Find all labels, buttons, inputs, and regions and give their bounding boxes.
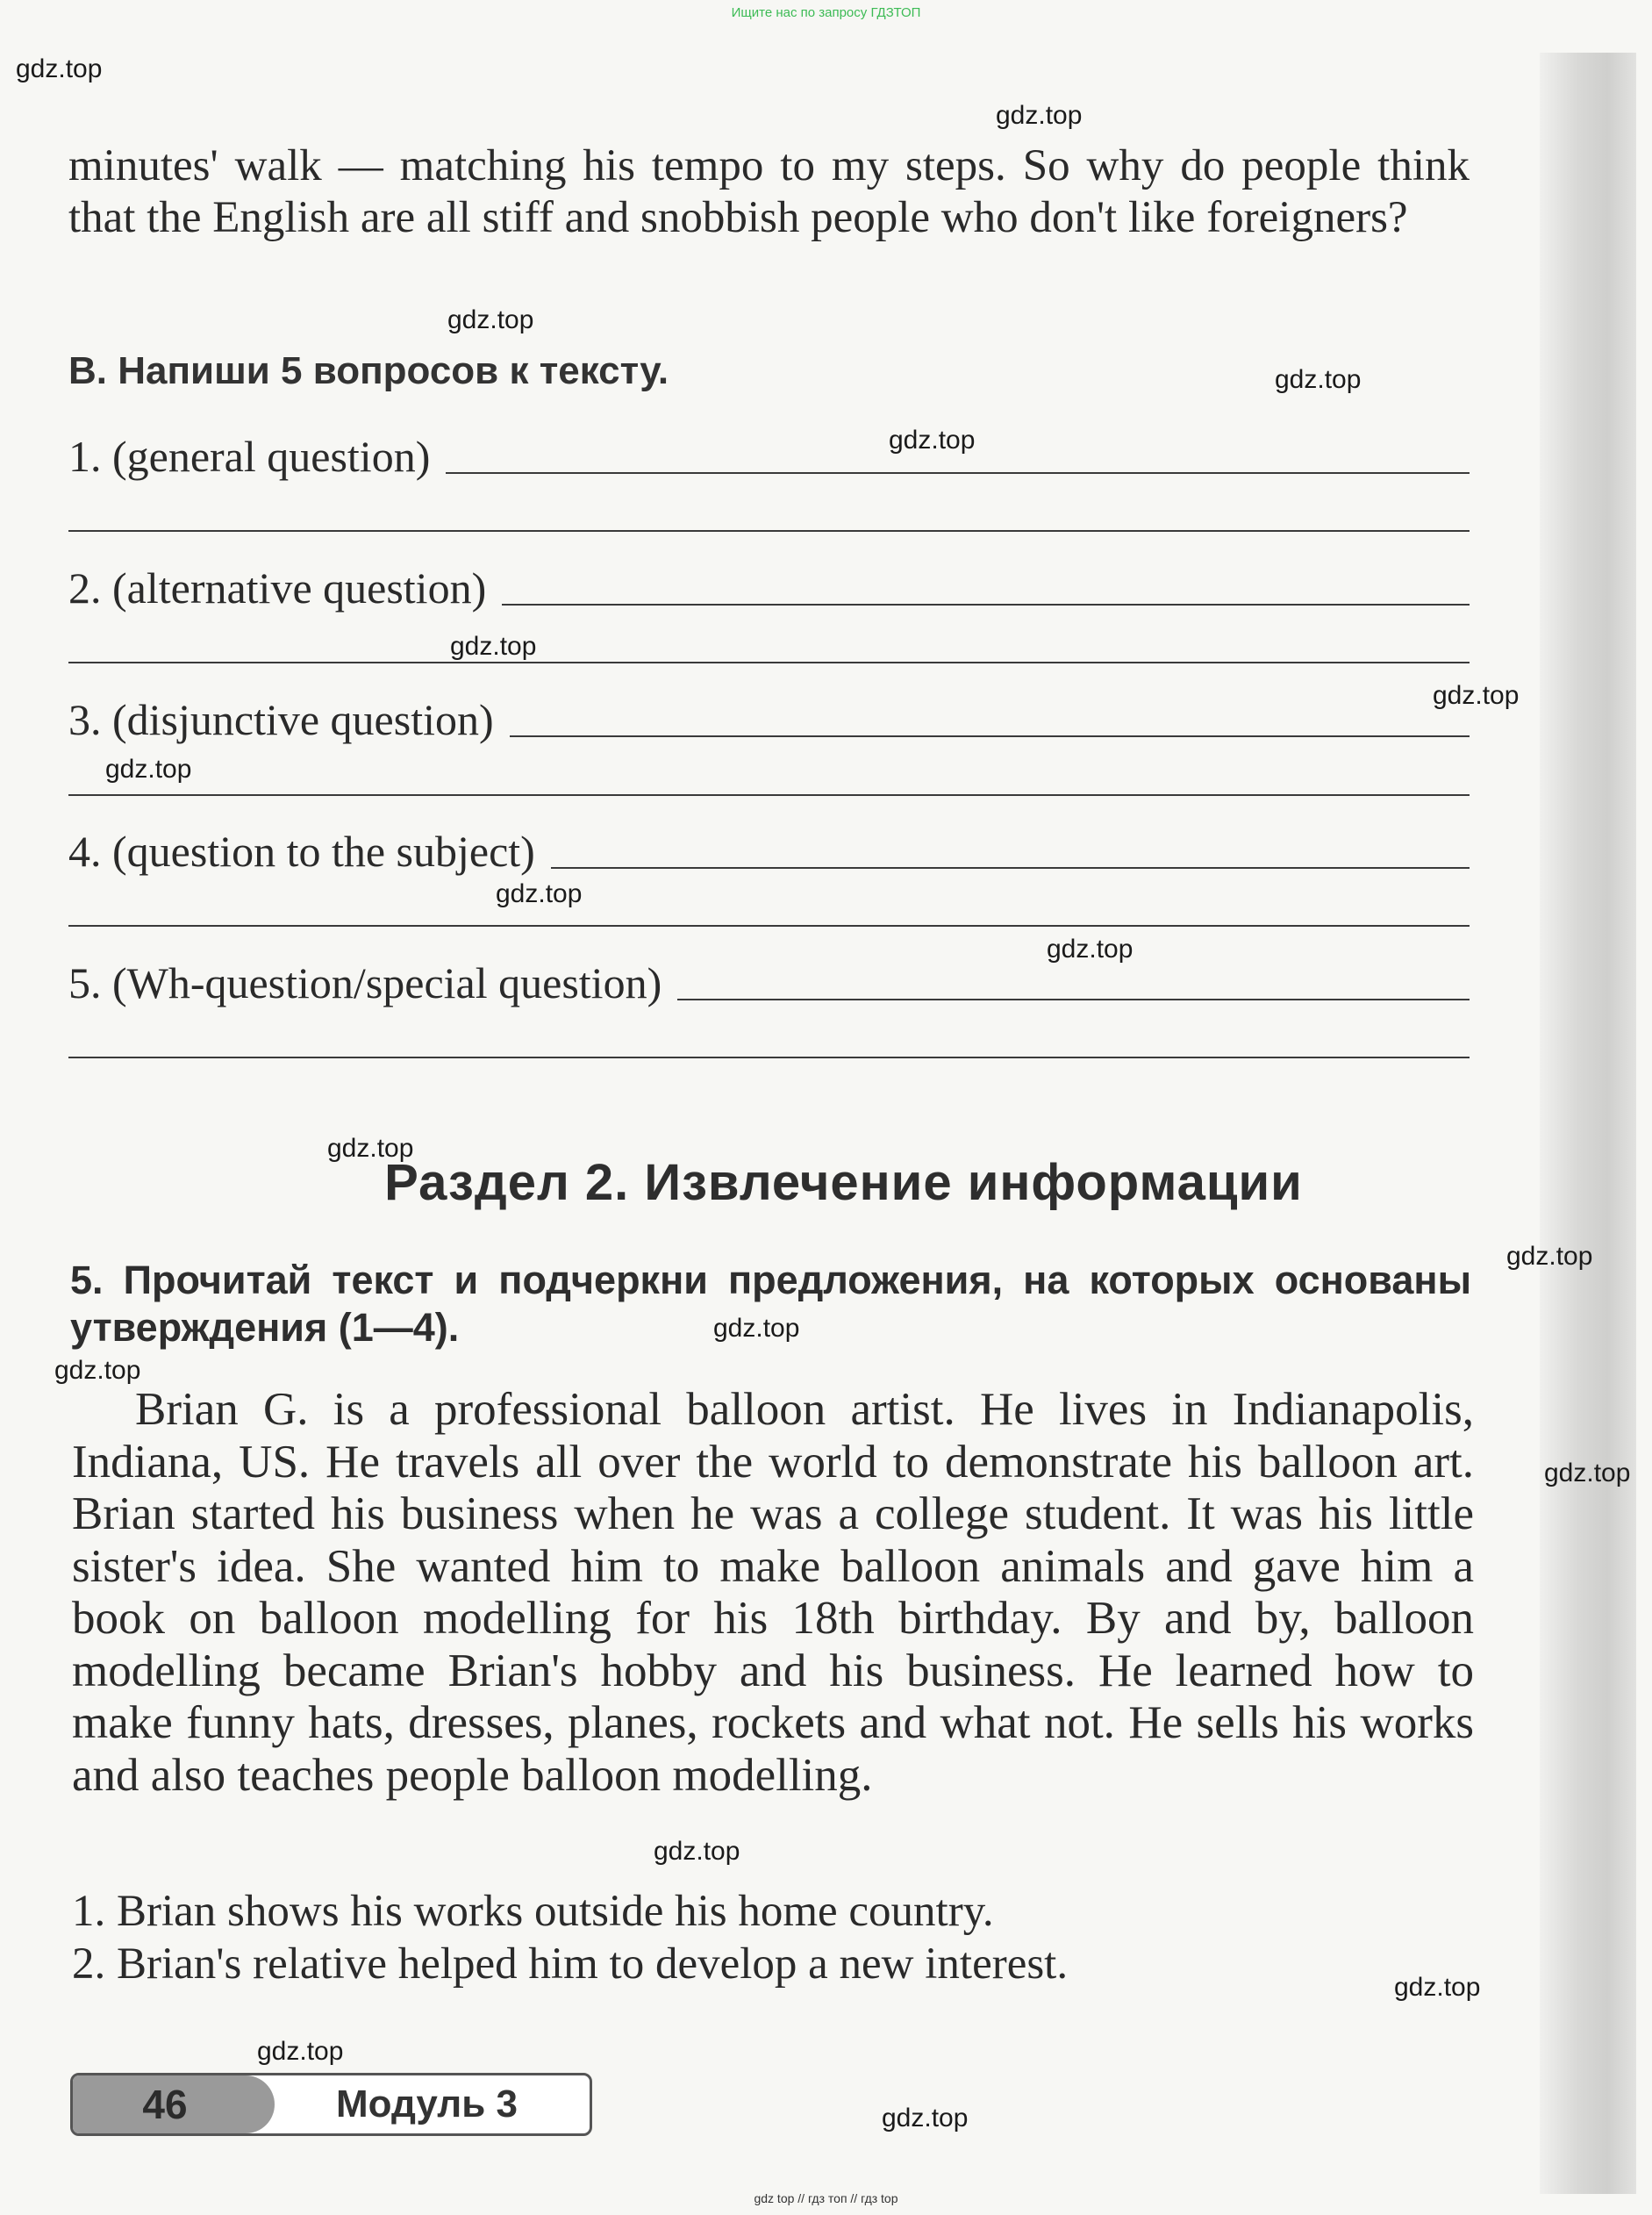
question-label: 3. (disjunctive question)	[68, 695, 494, 744]
watermark: gdz.top	[889, 426, 976, 455]
watermark: gdz.top	[450, 632, 537, 661]
question-row	[68, 825, 1470, 878]
reading-passage: Brian G. is a professional balloon artist. He lives in Indianapolis, Indiana, US. He travels all over the world to demonstrate his balloon art. Brian started his business when he was a college student. It was his little sister's idea. She wanted him to make balloon animals and gave him a book on balloon modelling for his 18th birthday. By and by, balloon modelling became Brian's hobby and his business. He learned how to make funny hats, dresses, planes, rockets and what not. He sells his works and also teaches people balloon modelling.	[72, 1384, 1474, 1801]
watermark: gdz.top	[882, 2104, 969, 2133]
answer-line[interactable]	[502, 604, 1470, 606]
watermark: gdz.top	[496, 879, 583, 908]
watermark: gdz.top	[1275, 365, 1362, 394]
section-title: Раздел 2. Извлечение информации	[384, 1154, 1303, 1211]
question-label: 4. (question to the subject)	[68, 827, 535, 876]
question-label: 5. (Wh-question/special question)	[68, 958, 662, 1007]
top-banner[interactable]: Ищите нас по запросу ГДЗТОП	[731, 5, 921, 20]
bottom-banner[interactable]: gdz top // гдз топ // гдз top	[754, 2191, 898, 2205]
statement-item: 2. Brian's relative helped him to develop a new interest.	[72, 1939, 1069, 1989]
answer-line[interactable]	[68, 794, 1470, 796]
watermark: gdz.top	[1394, 1973, 1481, 2002]
page-footer-badge	[70, 2073, 592, 2136]
question-row	[68, 693, 1470, 746]
answer-line[interactable]	[68, 530, 1470, 532]
module-label: Модуль 3	[336, 2082, 518, 2125]
watermark: gdz.top	[713, 1314, 800, 1343]
answer-line[interactable]	[68, 662, 1470, 663]
watermark: gdz.top	[1544, 1459, 1631, 1487]
answer-line[interactable]	[551, 867, 1470, 869]
watermark: gdz.top	[1047, 935, 1134, 964]
watermark: gdz.top	[1506, 1242, 1593, 1271]
watermark: gdz.top	[257, 2037, 344, 2066]
watermark: gdz.top	[447, 305, 534, 334]
answer-line[interactable]	[68, 1057, 1470, 1058]
watermark: gdz.top	[1433, 681, 1520, 710]
watermark: gdz.top	[327, 1134, 414, 1163]
question-row	[68, 430, 1470, 483]
watermark: gdz.top	[16, 54, 103, 83]
question-row	[68, 957, 1470, 1009]
question-label: 2. (alternative question)	[68, 563, 487, 613]
answer-line[interactable]	[68, 925, 1470, 927]
exercise-b-heading: B. Напиши 5 вопросов к тексту.	[68, 349, 669, 392]
intro-paragraph: minutes' walk — matching his tempo to my steps. So why do people think that the English are all stiff and snobbish people who don't like foreigners?	[68, 141, 1470, 242]
page-number: 46	[73, 2075, 275, 2133]
answer-line[interactable]	[510, 735, 1470, 737]
page-edge-shadow	[1540, 53, 1636, 2194]
answer-line[interactable]	[677, 999, 1470, 1000]
watermark: gdz.top	[996, 101, 1083, 130]
question-row	[68, 562, 1470, 614]
watermark: gdz.top	[54, 1356, 141, 1385]
question-label: 1. (general question)	[68, 432, 431, 481]
statement-item: 1. Brian shows his works outside his home country.	[72, 1887, 994, 1936]
answer-line[interactable]	[446, 472, 1470, 474]
task-5-heading: 5. Прочитай текст и подчеркни предложения, на которых основаны утверждения (1—4).	[70, 1258, 1471, 1350]
watermark: gdz.top	[654, 1837, 740, 1866]
watermark: gdz.top	[105, 755, 192, 784]
